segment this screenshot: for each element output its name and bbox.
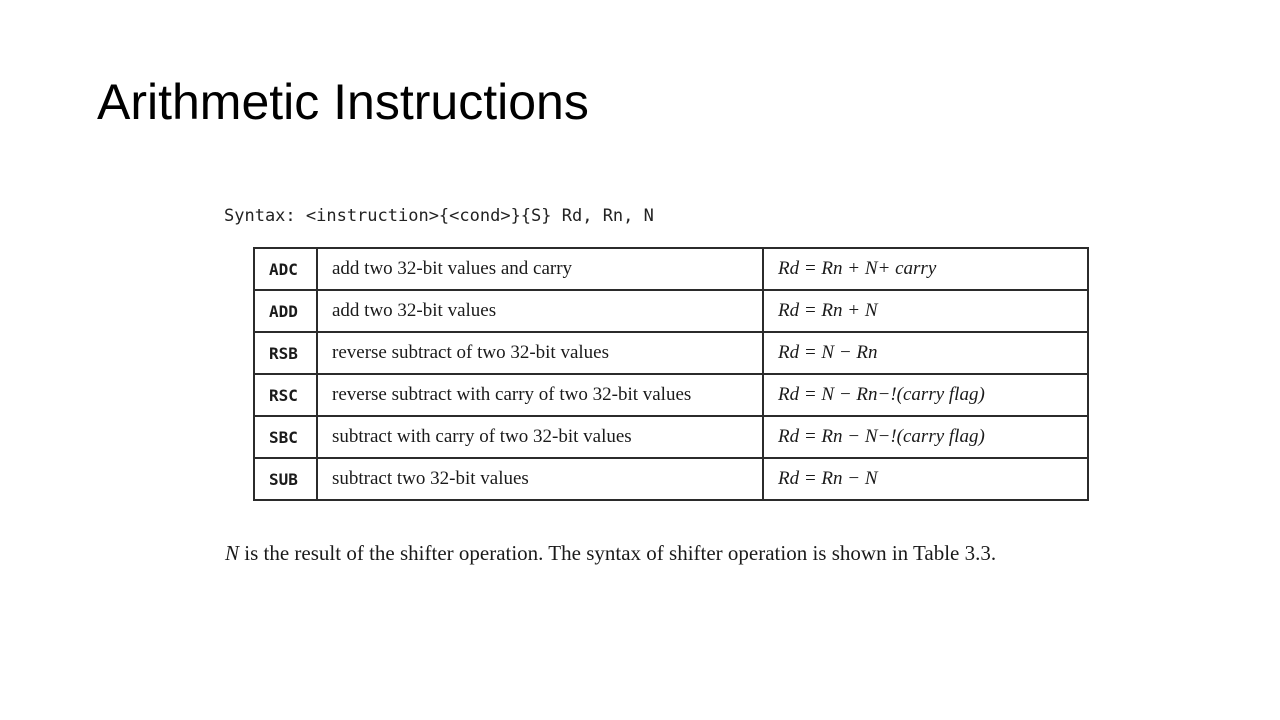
table-row: [254, 374, 1088, 416]
description-cell: reverse subtract with carry of two 32-bit values: [317, 374, 763, 416]
description-cell: add two 32-bit values and carry: [317, 248, 763, 290]
operation-cell: Rd = N − Rn: [763, 332, 1088, 374]
mnemonic-cell: RSB: [254, 332, 317, 374]
footnote-variable: N: [225, 541, 240, 565]
mnemonic-cell: SUB: [254, 458, 317, 500]
table-row: [254, 290, 1088, 332]
mnemonic-cell: ADC: [254, 248, 317, 290]
table-row: [254, 248, 1088, 290]
table-row: [254, 332, 1088, 374]
mnemonic-cell: ADD: [254, 290, 317, 332]
description-cell: add two 32-bit values: [317, 290, 763, 332]
slide-title: Arithmetic Instructions: [97, 74, 589, 130]
description-cell: subtract two 32-bit values: [317, 458, 763, 500]
operation-cell: Rd = Rn − N−!(carry flag): [763, 416, 1088, 458]
description-cell: reverse subtract of two 32-bit values: [317, 332, 763, 374]
operation-cell: Rd = N − Rn−!(carry flag): [763, 374, 1088, 416]
table-footnote: [225, 541, 996, 566]
operation-cell: Rd = Rn + N: [763, 290, 1088, 332]
footnote-text: is the result of the shifter operation. The syntax of shifter operation is shown in Table 3.3.: [239, 541, 997, 565]
instruction-table: [253, 247, 1089, 501]
table-row: [254, 416, 1088, 458]
operation-cell: Rd = Rn + N+ carry: [763, 248, 1088, 290]
table-row: [254, 458, 1088, 500]
syntax-line: Syntax: <instruction>{<cond>}{S} Rd, Rn, N: [224, 206, 654, 226]
operation-cell: Rd = Rn − N: [763, 458, 1088, 500]
mnemonic-cell: RSC: [254, 374, 317, 416]
mnemonic-cell: SBC: [254, 416, 317, 458]
description-cell: subtract with carry of two 32-bit values: [317, 416, 763, 458]
